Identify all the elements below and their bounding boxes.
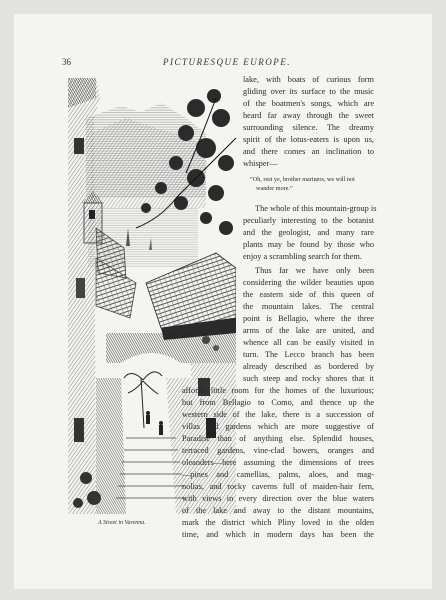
text-line: and the geologist, and many rare: [243, 228, 374, 237]
text-line: and there comes an inclination to: [243, 147, 374, 156]
text-line: villas and gardens which are more suggestive of: [182, 422, 374, 431]
text-line: mark the district which Pliny loved in the olden: [182, 518, 374, 527]
text-line: whisper—: [243, 159, 278, 168]
text-line: but from Bellagio to Como, and thence up the: [182, 398, 374, 407]
text-line: arms of the lake are united, and: [243, 326, 374, 335]
text-line: turn. The Lecco branch has been: [243, 350, 374, 359]
text-line: enjoy a scrambling search for them.: [243, 252, 362, 261]
text-line: plants may be found by those who: [243, 240, 374, 249]
text-line: affords little room for the homes of the luxurious;: [182, 386, 374, 395]
text-line: —pines and camellias, palms, aloes, and mag-: [182, 470, 374, 479]
text-line: terraced gardens, vine-clad bowers, oranges and: [182, 446, 374, 455]
text-line: The whole of this mountain-group is: [255, 204, 377, 213]
text-line: Paradise than of anything else. Splendid houses,: [182, 434, 374, 443]
text-line: considering the wilder beauties upon: [243, 278, 374, 287]
page-number: 36: [62, 57, 71, 67]
text-line: point is Bellagio, where the three: [243, 314, 374, 323]
illustration-caption: A Street in Varenna.: [98, 520, 146, 526]
quote-line: “Oh, rest ye, brother mariners, we will not: [250, 176, 355, 183]
text-line: of the boatmen's songs, which are: [243, 99, 374, 108]
text-line: peculiarly interesting to the botanist: [243, 216, 374, 225]
text-line: the eastern side of this queen of: [243, 290, 374, 299]
text-line: spirit of the lotus-eaters is upon us,: [243, 135, 374, 144]
text-line: lake, with boats of curious form: [243, 75, 374, 84]
text-line: surrounding silence. The dreamy: [243, 123, 374, 132]
text-line: such steep and rocky shores that it: [243, 374, 374, 383]
text-line: whence all can be easily visited in: [243, 338, 374, 347]
running-title: PICTURESQUE EUROPE.: [163, 57, 291, 67]
text-line: with views in every direction over the blue waters: [182, 494, 374, 503]
text-line: western side of the lake, there is a succession of: [182, 410, 374, 419]
text-line: already described as bordered by: [243, 362, 374, 371]
text-line: heard far away through the sweet: [243, 111, 374, 120]
text-line: of the lake and away to the distant mountains,: [182, 506, 374, 515]
text-line: the mountain lakes. The central: [243, 302, 374, 311]
text-line: Thus far we have only been: [255, 266, 374, 275]
quote-line: wander more.”: [256, 185, 293, 192]
text-line: oleanders—here assuming the dimensions of trees: [182, 458, 374, 467]
text-line: gliding over its surface to the music: [243, 87, 374, 96]
text-line: time, and which in modern days has been the: [182, 530, 374, 539]
text-line: nolias, and rocky caverns full of maiden-hair fern,: [182, 482, 374, 491]
